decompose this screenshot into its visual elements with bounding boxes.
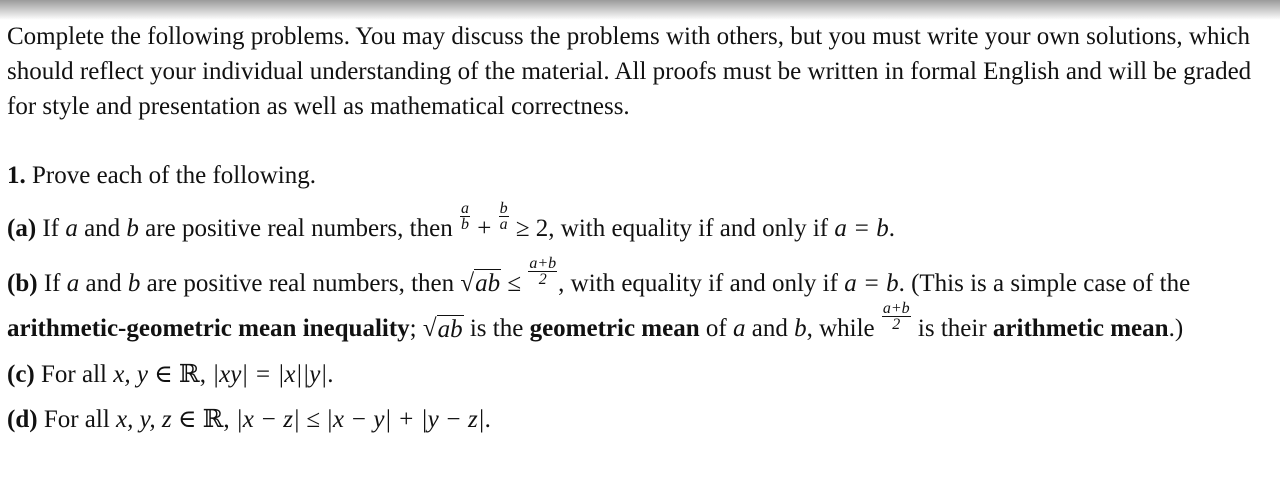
equality-condition: a = b (834, 215, 889, 243)
variables: x, y, z (116, 405, 172, 433)
part-b-text: of (699, 315, 733, 343)
part-d-label: (d) (7, 405, 38, 433)
part-b-text: is their (911, 315, 993, 343)
part-d (7, 402, 1269, 437)
fraction-denominator: b (460, 216, 469, 233)
part-a (7, 201, 1269, 246)
var-b: b (126, 215, 139, 243)
triangle-inequality: |x − z| ≤ |x − y| + |y − z| (235, 405, 485, 433)
part-b-text: is the (463, 315, 530, 343)
part-c (7, 357, 1269, 392)
part-d-text: For all (37, 405, 117, 433)
top-shadow (0, 0, 1280, 20)
fraction-denominator: 2 (538, 271, 547, 289)
element-of-reals: ∈ ℝ, (171, 405, 236, 433)
period: . (484, 405, 491, 433)
term-arithmetic-mean: arithmetic mean (992, 315, 1169, 343)
problem-heading (7, 158, 1269, 193)
term-am-gm-inequality: arithmetic-geometric mean inequality (7, 315, 410, 343)
var-b: b (794, 315, 807, 343)
fraction-denominator: 2 (892, 316, 901, 334)
plus-sign: + (470, 215, 498, 243)
part-a-text: are positive real numbers, then (138, 215, 459, 243)
part-b-text: are positive real numbers, then (140, 270, 461, 298)
part-b-text: , while (806, 315, 881, 343)
part-b-label: (b) (7, 270, 38, 298)
intro-paragraph: Complete the following problems. You may discuss the problems with others, but you must write your own solutions, which should reflect your individual understanding of the material. All proofs must be written in formal English and will be graded for style and presentation as well as mathematical correctness. (7, 23, 1252, 120)
var-a: a (66, 270, 80, 298)
fraction-a-plus-b-over-2 (882, 301, 911, 332)
part-a-text: and (77, 215, 127, 243)
leq-sign: ≤ (501, 270, 528, 298)
radicand: ab (475, 270, 501, 298)
fraction-a-over-b (460, 201, 470, 232)
square-root-ab: √ab (422, 315, 463, 343)
part-c-label: (c) (7, 360, 35, 388)
fraction-numerator: a+b (882, 300, 910, 318)
part-b (7, 256, 1269, 346)
part-b-text: .) (1168, 315, 1184, 343)
part-b-text: . (This is a simple case of the (898, 270, 1191, 298)
part-b-text: ; (409, 315, 423, 343)
fraction-denominator: a (499, 216, 508, 233)
part-a-label: (a) (7, 215, 37, 243)
part-a-text: ≥ 2, with equality if and only if (509, 215, 835, 243)
fraction-a-plus-b-over-2 (528, 256, 557, 287)
fraction-numerator: a (460, 200, 469, 217)
period: . (327, 360, 334, 388)
part-b-text: , with equality if and only if (558, 270, 845, 298)
fraction-numerator: b (499, 200, 508, 217)
part-c-text: For all (34, 360, 114, 388)
part-b-text: If (37, 270, 67, 298)
document-body (7, 19, 1269, 447)
element-of-reals: ∈ ℝ, (147, 360, 213, 388)
variables: x, y (113, 360, 148, 388)
part-b-text: and (745, 315, 795, 343)
var-b: b (127, 270, 141, 298)
problem-title: Prove each of the following. (32, 162, 316, 189)
var-a: a (732, 315, 746, 343)
radicand: ab (437, 315, 463, 343)
fraction-b-over-a (499, 201, 509, 232)
fraction-numerator: a+b (529, 255, 557, 273)
period: . (888, 215, 895, 243)
problem-number: 1. (7, 162, 26, 189)
part-b-text: and (79, 270, 128, 298)
square-root-ab: √ab (460, 270, 501, 298)
absolute-value-identity: |xy| = |x||y| (212, 360, 328, 388)
part-a-text: If (36, 215, 66, 243)
var-a: a (65, 215, 78, 243)
term-geometric-mean: geometric mean (529, 315, 700, 343)
equality-condition: a = b (844, 270, 899, 298)
